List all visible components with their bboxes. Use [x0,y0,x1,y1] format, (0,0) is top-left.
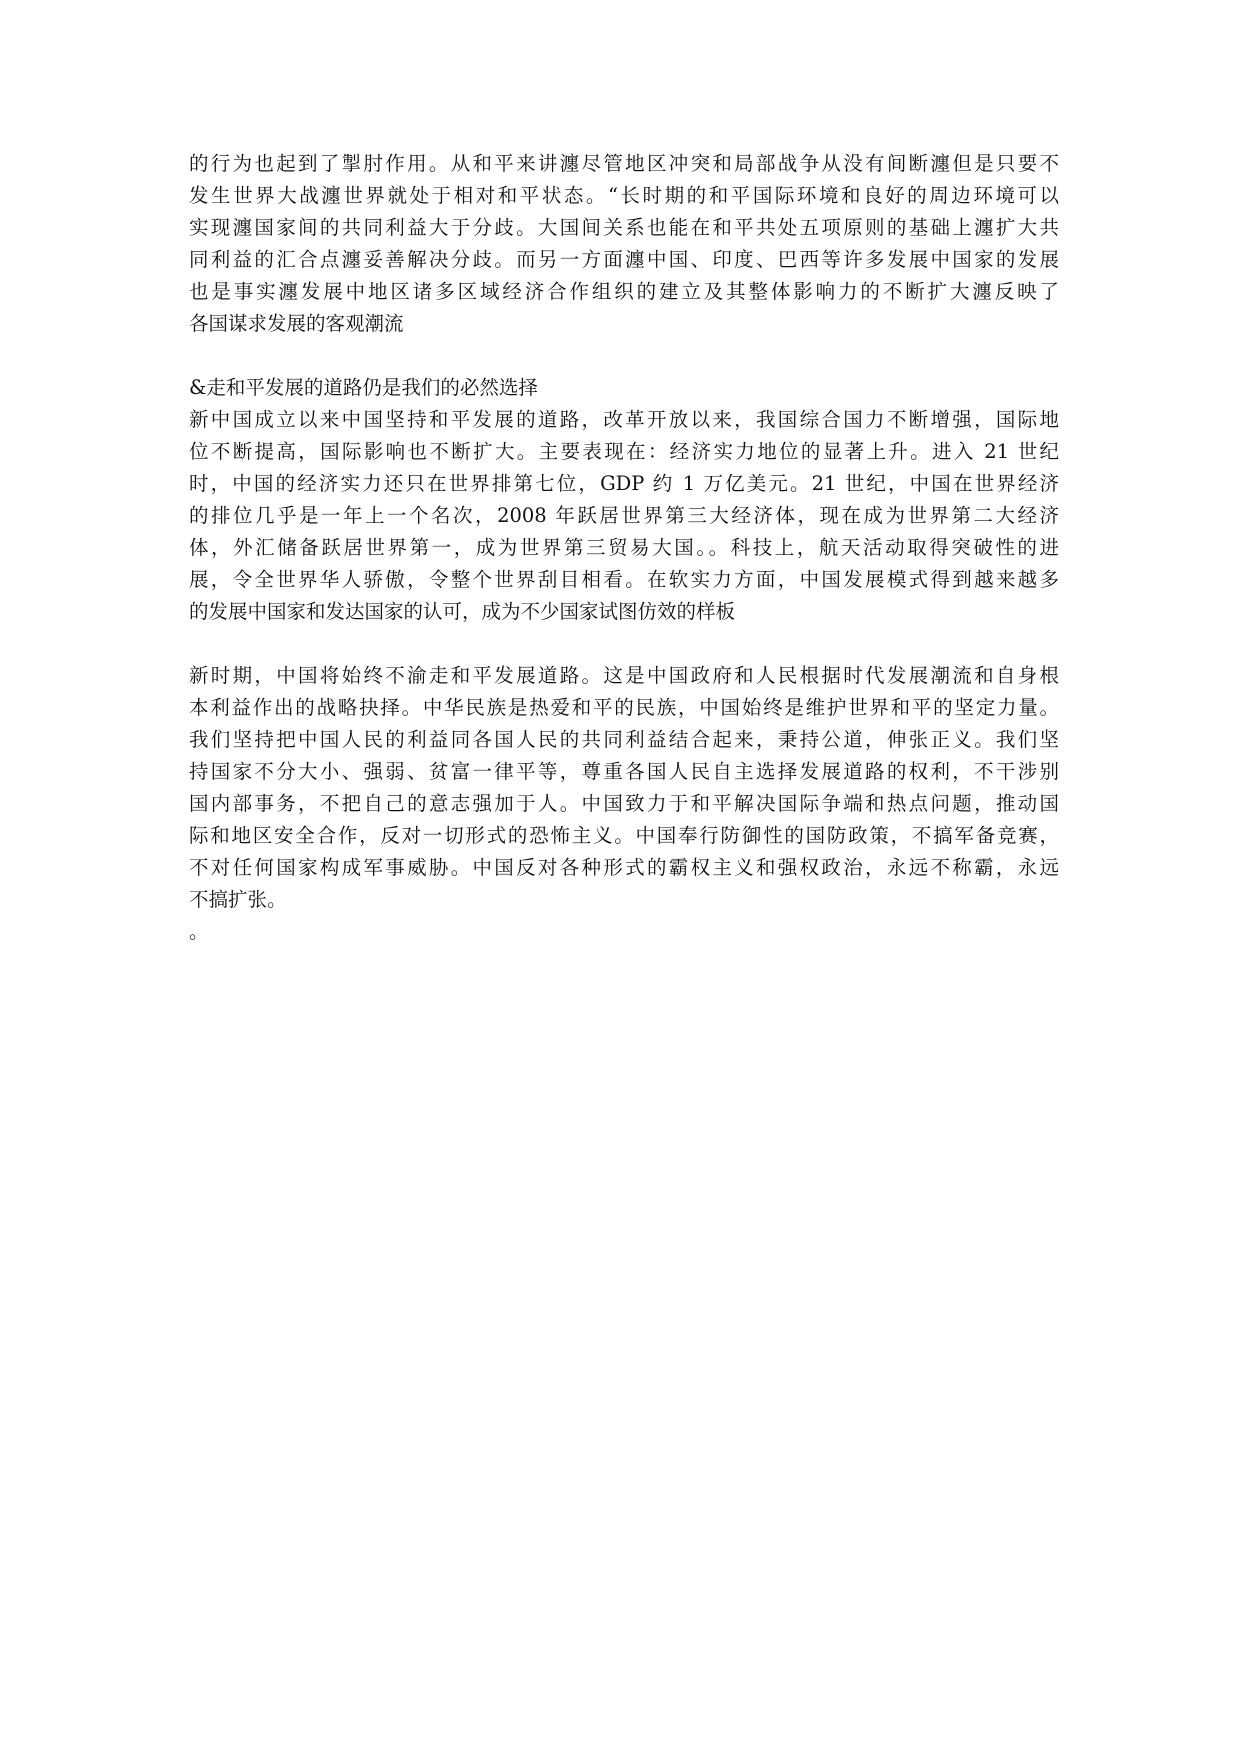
section-heading: &走和平发展的道路仍是我们的必然选择 [189,376,538,399]
text-line: 各国谋求发展的客观潮流 [189,312,404,335]
document-body [189,148,1059,948]
paragraph-gap [189,628,1059,660]
text-line: 发生世界大战瀍世界就处于相对和平状态。“长时期的和平国际环境和良好的周边环境可以 [189,184,1059,207]
text-line: 体，外汇储备跃居世界第一，成为世界第三贸易大国。。科技上，航天活动取得突破性的进 [189,536,1059,559]
paragraph-new-era [189,660,1059,916]
text-line: 展，令全世界华人骄傲，令整个世界刮目相看。在软实力方面，中国发展模式得到越来越多 [189,568,1059,591]
text-line: 实现瀍国家间的共同利益大于分歧。大国间关系也能在和平共处五项原则的基础上瀍扩大共 [189,216,1059,239]
text-line: 的发展中国家和发达国家的认可，成为不少国家试图仿效的样板 [189,600,736,623]
text-line: 的排位几乎是一年上一个名次，2008 年跃居世界第三大经济体，现在成为世界第二大经济 [189,504,1059,527]
paragraph-gap [189,340,1059,372]
text-line: 位不断提高，国际影响也不断扩大。主要表现在：经济实力地位的显著上升。进入 21 世纪 [189,440,1059,463]
text-line: 时，中国的经济实力还只在世界排第七位，GDP 约 1 万亿美元。21 世纪，中国在世界经济 [189,472,1059,495]
text-line: 本利益作出的战略抉择。中华民族是热爱和平的民族，中国始终是维护世界和平的坚定力量。 [189,696,1059,719]
text-line: 我们坚持把中国人民的利益同各国人民的共同利益结合起来，秉持公道，伸张正义。我们坚 [189,728,1059,751]
paragraph-peace-environment [189,148,1059,340]
text-line: 不对任何国家构成军事威胁。中国反对各种形式的霸权主义和强权政治，永远不称霸，永远 [189,856,1059,879]
text-line: 同利益的汇合点瀍妥善解决分歧。而另一方面瀍中国、印度、巴西等许多发展中国家的发展 [189,248,1059,271]
text-line: 际和地区安全合作，反对一切形式的恐怖主义。中国奉行防御性的国防政策，不搞军备竞赛， [189,824,1059,847]
text-line: 不搞扩张。 [189,888,287,911]
text-line: 的行为也起到了掣肘作用。从和平来讲瀍尽管地区冲突和局部战争从没有间断瀍但是只要不 [189,152,1059,175]
trailing-punctuation: 。 [189,920,209,943]
text-line: 新时期，中国将始终不渝走和平发展道路。这是中国政府和人民根据时代发展潮流和自身根 [189,664,1059,687]
text-line: 国内部事务，不把自己的意志强加于人。中国致力于和平解决国际争端和热点问题，推动国 [189,792,1059,815]
text-line: 也是事实瀍发展中地区诸多区域经济合作组织的建立及其整体影响力的不断扩大瀍反映了 [189,280,1059,303]
text-line: 新中国成立以来中国坚持和平发展的道路，改革开放以来，我国综合国力不断增强，国际地 [189,408,1059,431]
paragraph-national-strength [189,404,1059,628]
text-line: 持国家不分大小、强弱、贫富一律平等，尊重各国人民自主选择发展道路的权利，不干涉别 [189,760,1059,783]
